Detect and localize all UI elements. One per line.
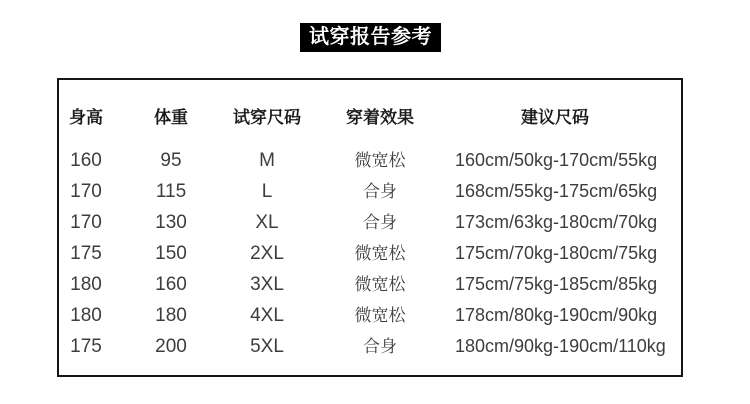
table-cell: L	[261, 181, 273, 202]
table-cell: 微宽松	[354, 275, 406, 294]
column-header-2: 试穿尺码	[233, 108, 301, 127]
table-cell: 175	[70, 243, 102, 264]
table-cell: 3XL	[250, 274, 284, 295]
table-cell: 150	[155, 243, 187, 264]
table-cell: 170	[70, 181, 102, 202]
table-cell: 168cm/55kg-175cm/65kg	[455, 181, 658, 201]
table-cell: 160cm/50kg-170cm/55kg	[455, 150, 658, 170]
table-cell: M	[259, 150, 275, 171]
table-cell: 5XL	[250, 336, 284, 357]
table-cell: XL	[255, 212, 279, 233]
table-cell: 合身	[363, 337, 397, 356]
table-body	[59, 145, 681, 362]
table-cell: 180	[70, 305, 102, 326]
table-cell: 4XL	[250, 305, 284, 326]
table-cell: 180	[155, 305, 187, 326]
table-row	[59, 207, 681, 238]
table-header-row	[59, 100, 681, 136]
column-header-0: 身高	[69, 108, 103, 127]
table-cell: 170	[70, 212, 102, 233]
table-cell: 微宽松	[354, 151, 406, 170]
table-row	[59, 145, 681, 176]
column-header-3: 穿着效果	[346, 108, 414, 127]
table-cell: 178cm/80kg-190cm/90kg	[455, 305, 658, 325]
table-cell: 160	[155, 274, 187, 295]
fit-report-table	[57, 78, 683, 377]
column-header-1: 体重	[154, 108, 188, 127]
table-cell: 微宽松	[354, 244, 406, 263]
column-header-4: 建议尺码	[521, 108, 589, 127]
table-row	[59, 269, 681, 300]
table-cell: 175cm/70kg-180cm/75kg	[455, 243, 658, 263]
table-cell: 合身	[363, 182, 397, 201]
table-cell: 175cm/75kg-185cm/85kg	[455, 274, 658, 294]
table-cell: 175	[70, 336, 102, 357]
table-cell: 160	[70, 150, 102, 171]
table-cell: 173cm/63kg-180cm/70kg	[455, 212, 658, 232]
table-cell: 200	[155, 336, 187, 357]
table-cell: 2XL	[250, 243, 284, 264]
table-row	[59, 331, 681, 362]
table-row	[59, 176, 681, 207]
table-cell: 95	[160, 150, 182, 171]
report-title-text: 试穿报告参考	[309, 26, 432, 48]
table-row	[59, 300, 681, 331]
table-cell: 合身	[363, 213, 397, 232]
table-cell: 180cm/90kg-190cm/110kg	[455, 336, 666, 356]
table-cell: 微宽松	[354, 306, 406, 325]
report-title-badge	[300, 23, 441, 52]
table-row	[59, 238, 681, 269]
table-cell: 180	[70, 274, 102, 295]
table-cell: 130	[155, 212, 187, 233]
table-cell: 115	[155, 181, 187, 202]
